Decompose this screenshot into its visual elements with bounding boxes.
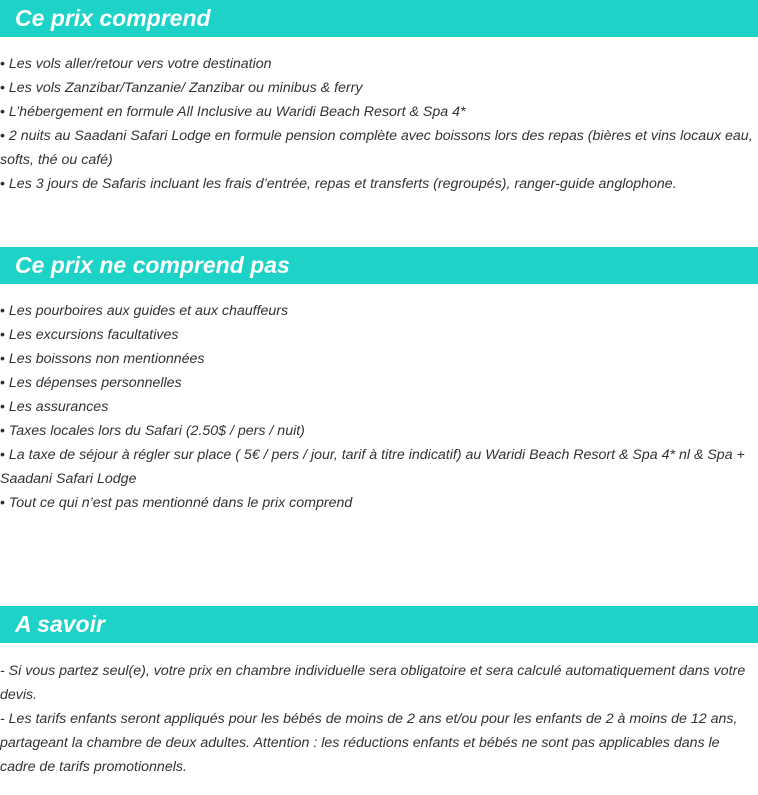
- section-good-to-know: [0, 606, 758, 779]
- section-title-included: Ce prix comprend: [0, 0, 758, 37]
- bullet-icon: •: [0, 303, 5, 319]
- list-item: • 2 nuits au Saadani Safari Lodge en formule pension complète avec boissons lors des repas (bières et vins locaux eau, softs, thé ou café): [0, 128, 753, 168]
- list-item: • Les assurances: [0, 399, 109, 415]
- list-item: - Les tarifs enfants seront appliqués pour les bébés de moins de 2 ans et/ou pour les enfants de 2 à moins de 12 ans, partageant la chambre de deux adultes. Attention : les réductions enfants et bébés ne sont pas applicables dans le cadre de tarifs promotionnels.: [0, 711, 738, 775]
- list-item: • Les excursions facultatives: [0, 327, 179, 343]
- list-item: • L’hébergement en formule All Inclusive au Waridi Beach Resort & Spa 4*: [0, 104, 466, 120]
- section-not-included: [0, 247, 758, 515]
- list-item: • La taxe de séjour à régler sur place ( 5€ / pers / jour, tarif à titre indicatif) au Waridi Beach Resort & Spa 4* nl & Spa + Saadani Safari Lodge: [0, 447, 745, 487]
- good-to-know-list: [0, 659, 758, 779]
- bullet-icon: •: [0, 351, 5, 367]
- list-item: • Les boissons non mentionnées: [0, 351, 205, 367]
- list-item: • Les vols aller/retour vers votre destination: [0, 56, 272, 72]
- bullet-icon: •: [0, 423, 5, 439]
- list-item: - Si vous partez seul(e), votre prix en chambre individuelle sera obligatoire et sera calculé automatiquement dans votre devis.: [0, 663, 746, 703]
- bullet-icon: •: [0, 447, 5, 463]
- not-included-list: [0, 299, 758, 515]
- list-item: • Les pourboires aux guides et aux chauffeurs: [0, 303, 289, 319]
- included-list: [0, 52, 758, 196]
- section-title-not-included: Ce prix ne comprend pas: [0, 247, 758, 284]
- bullet-icon: •: [0, 80, 5, 96]
- list-item: • Les 3 jours de Safaris incluant les frais d’entrée, repas et transferts (regroupés), ranger-guide anglophone.: [0, 176, 677, 192]
- list-item: • Tout ce qui n’est pas mentionné dans le prix comprend: [0, 495, 353, 511]
- bullet-icon: •: [0, 128, 5, 144]
- section-included: [0, 0, 758, 196]
- bullet-icon: •: [0, 495, 5, 511]
- bullet-icon: •: [0, 56, 5, 72]
- list-item: • Taxes locales lors du Safari (2.50$ / pers / nuit): [0, 423, 305, 439]
- bullet-icon: •: [0, 104, 5, 120]
- list-item: • Les vols Zanzibar/Tanzanie/ Zanzibar ou minibus & ferry: [0, 80, 363, 96]
- list-item: • Les dépenses personnelles: [0, 375, 182, 391]
- bullet-icon: •: [0, 375, 5, 391]
- bullet-icon: •: [0, 327, 5, 343]
- bullet-icon: •: [0, 176, 5, 192]
- section-title-good-to-know: A savoir: [0, 606, 758, 643]
- bullet-icon: •: [0, 399, 5, 415]
